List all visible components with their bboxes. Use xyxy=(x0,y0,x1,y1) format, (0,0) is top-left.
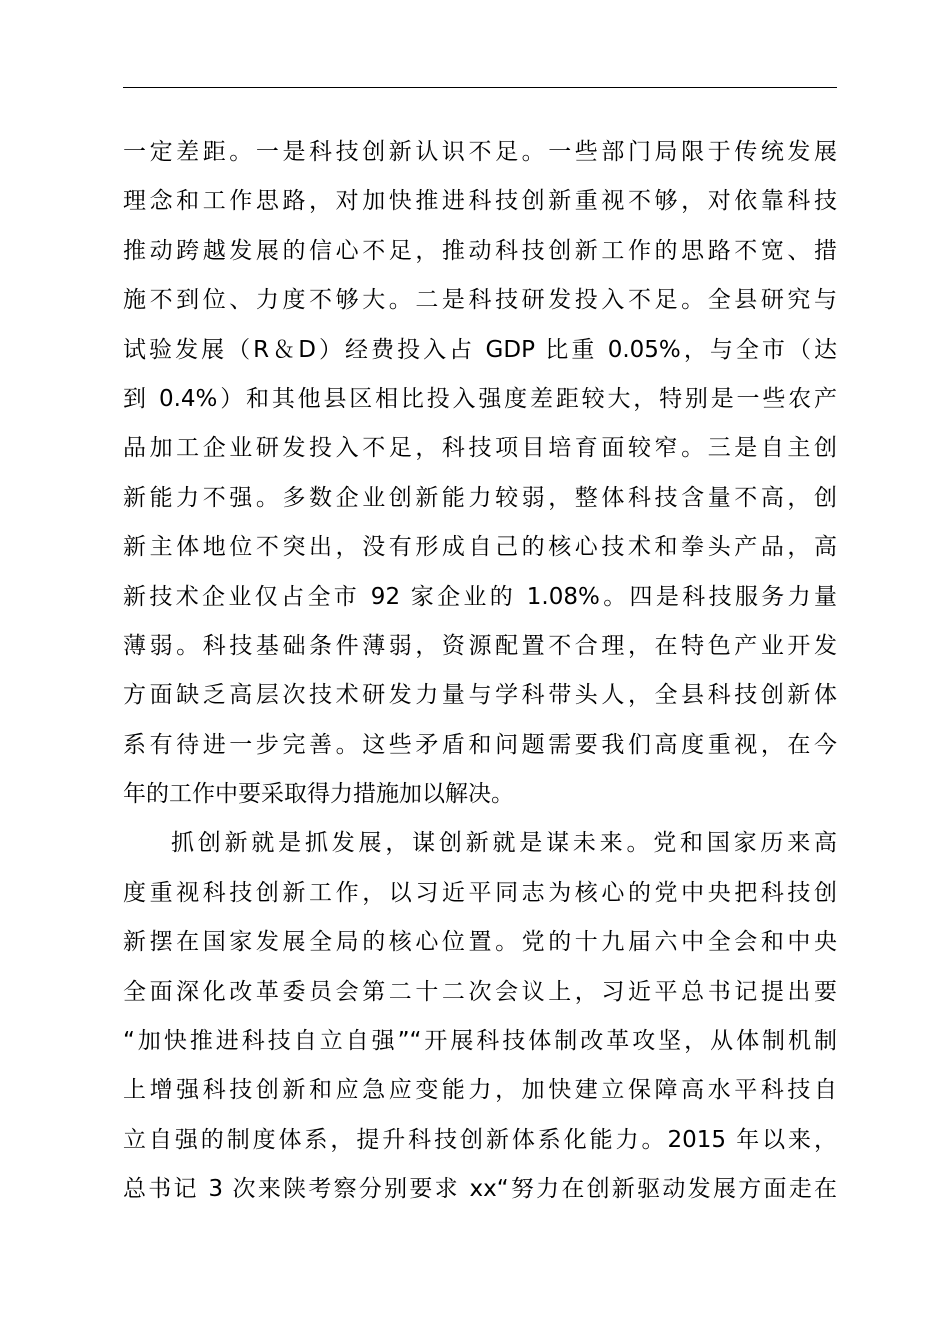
paragraph-first-line: 抓创新就是抓发展，谋创新就是谋未来。党和国家历来高 xyxy=(171,830,837,857)
text-line: 新主体地位不突出，没有形成自己的核心技术和拳头产品，高 xyxy=(123,534,837,561)
text-line: 度重视科技创新工作，以习近平同志为核心的党中央把科技创 xyxy=(123,879,837,906)
text-line: 立自强的制度体系，提升科技创新体系化能力。2015 年以来， xyxy=(123,1126,837,1153)
header-rule xyxy=(123,87,837,88)
text-line: 薄弱。科技基础条件薄弱，资源配置不合理，在特色产业开发 xyxy=(123,632,837,659)
text-line: 品加工企业研发投入不足，科技项目培育面较窄。三是自主创 xyxy=(123,435,837,462)
text-line: 新摆在国家发展全局的核心位置。党的十九届六中全会和中央 xyxy=(123,929,837,956)
text-line: 上增强科技创新和应急应变能力，加快建立保障高水平科技自 xyxy=(123,1077,837,1104)
text-line: “加快推进科技自立自强”“开展科技体制改革攻坚，从体制机制 xyxy=(123,1028,837,1055)
text-line: 总书记 3 次来陕考察分别要求 xx“努力在创新驱动发展方面走在 xyxy=(123,1176,837,1203)
text-line: 新技术企业仅占全市 92 家企业的 1.08%。四是科技服务力量 xyxy=(123,583,837,610)
text-line: 到 0.4%）和其他县区相比投入强度差距较大，特别是一些农产 xyxy=(123,385,837,412)
text-line: 全面深化改革委员会第二十二次会议上，习近平总书记提出要 xyxy=(123,978,837,1005)
text-line: 推动跨越发展的信心不足，推动科技创新工作的思路不宽、措 xyxy=(123,237,837,264)
body-text xyxy=(123,128,837,1215)
text-line: 一定差距。一是科技创新认识不足。一些部门局限于传统发展 xyxy=(123,139,837,165)
text-line: 试验发展（R＆D）经费投入占 GDP 比重 0.05%，与全市（达 xyxy=(123,336,837,363)
paragraph-end-line: 年的工作中要采取得力措施加以解决。 xyxy=(123,781,514,808)
text-line: 施不到位、力度不够大。二是科技研发投入不足。全县研究与 xyxy=(123,287,837,314)
text-line: 新能力不强。多数企业创新能力较弱，整体科技含量不高，创 xyxy=(123,484,837,511)
text-line: 理念和工作思路，对加快推进科技创新重视不够，对依靠科技 xyxy=(123,188,837,215)
text-line: 方面缺乏高层次技术研发力量与学科带头人，全县科技创新体 xyxy=(123,682,837,709)
text-line: 系有待进一步完善。这些矛盾和问题需要我们高度重视，在今 xyxy=(123,731,837,758)
